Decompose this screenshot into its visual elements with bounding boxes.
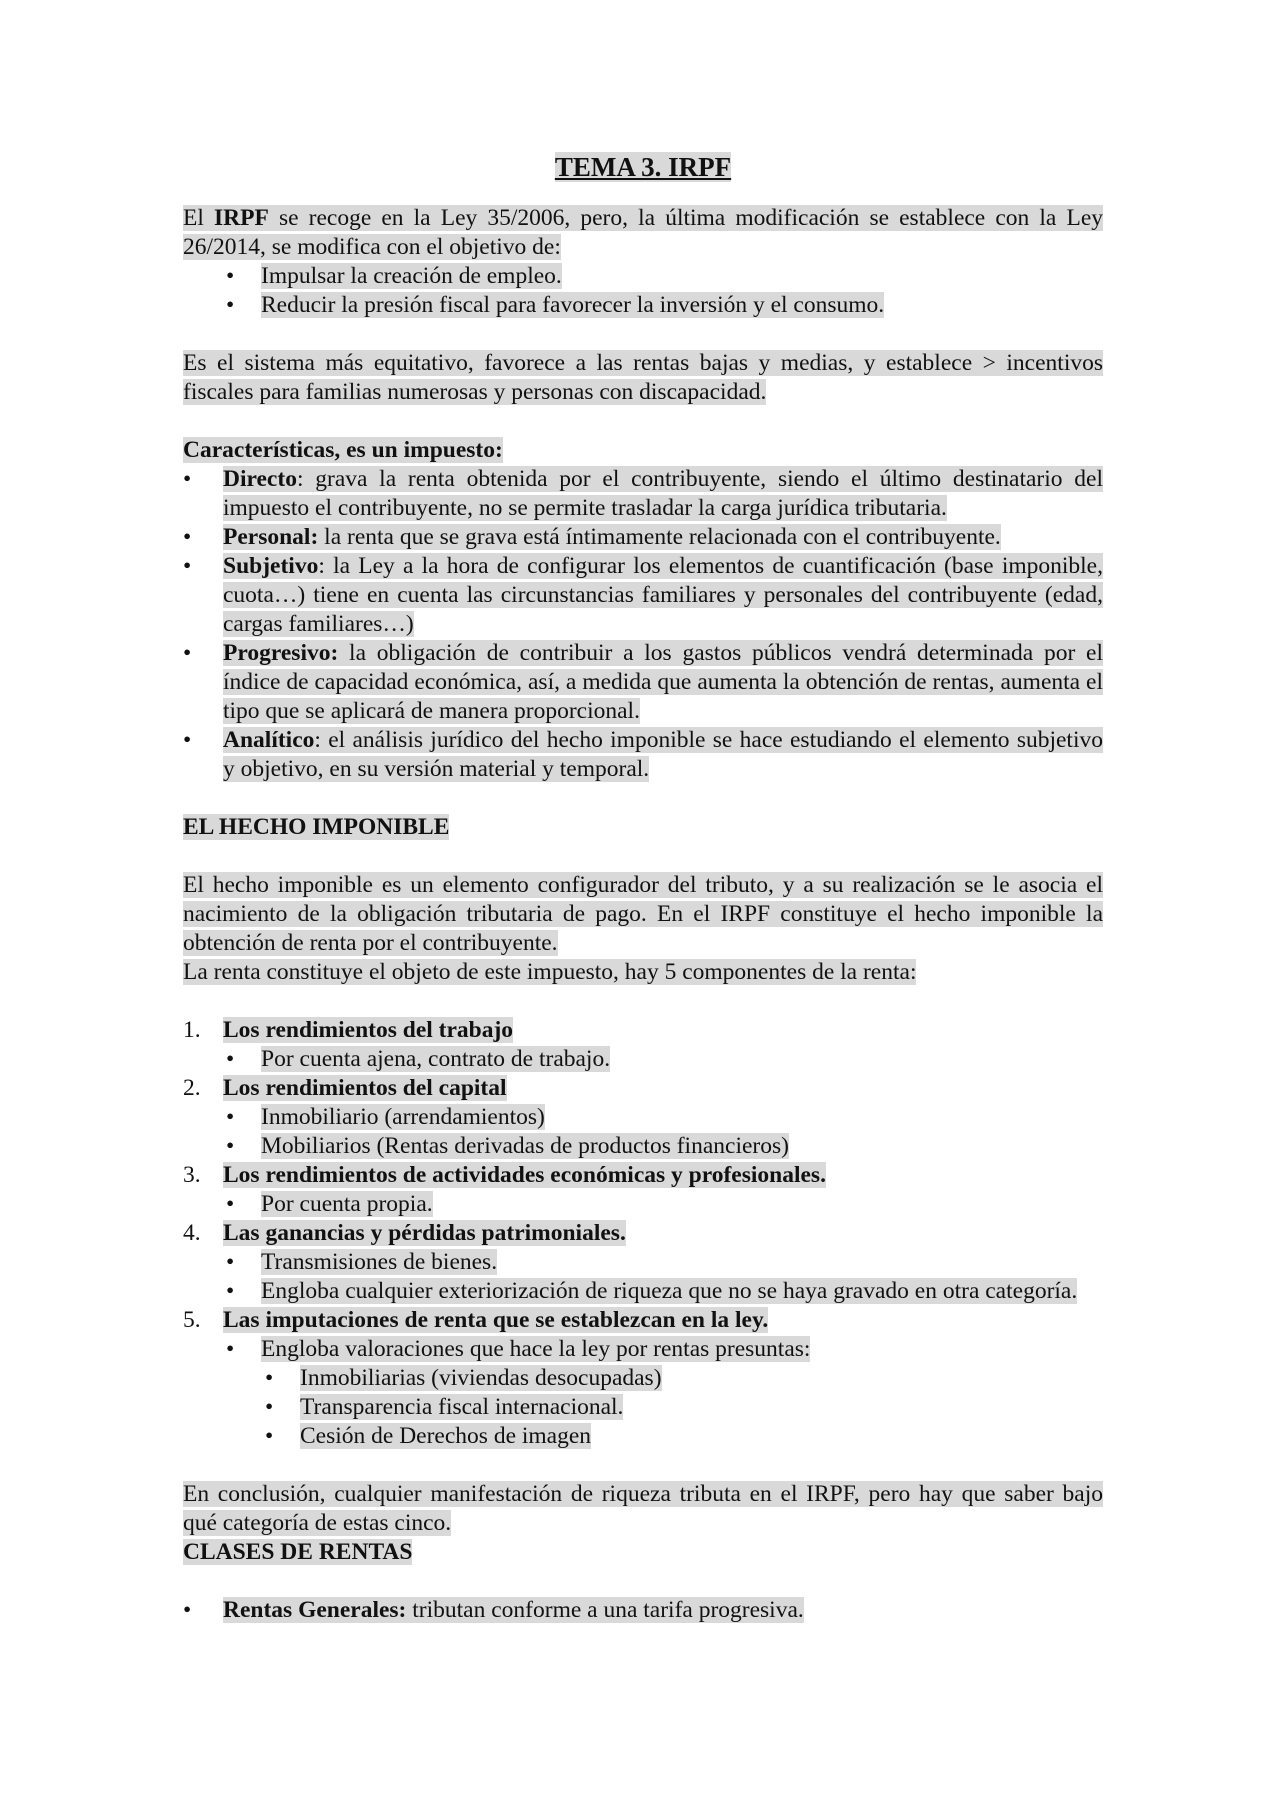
component-sub: • Engloba cualquier exteriorización de riqueza que no se haya gravado en otra categoría. [226,1278,1078,1304]
hecho-lead: La renta constituye el objeto de este impuesto, hay 5 componentes de la renta: [183,959,917,985]
characteristic-item: • Personal: la renta que se grava está íntimamente relacionada con el contribuyente. [183,524,1001,550]
component-subsub: • Inmobiliarias (viviendas desocupadas) [265,1365,662,1391]
component-sub: • Transmisiones de bienes. [226,1249,498,1275]
hecho-paragraph: El hecho imponible es un elemento configurador del tributo, y a su realización se le asocia el nacimiento de la obligación tributaria de pago. En el IRPF constituye el hecho imponible la obtención de renta por el contribuyente. [183,872,1103,956]
intro-bullet: • Impulsar la creación de empleo. [226,263,562,289]
clases-item: • Rentas Generales: tributan conforme a una tarifa progresiva. [183,1597,804,1623]
bullet-marker: • [265,1394,274,1420]
component-sub: • Inmobiliario (arrendamientos) [226,1104,545,1130]
component-sub: • Engloba valoraciones que hace la ley por rentas presuntas: [226,1336,811,1362]
component-subsub: • Transparencia fiscal internacional. [265,1394,624,1420]
bullet-marker: • [226,1104,235,1130]
bullet-marker: • [183,640,192,666]
list-number: 3. [183,1162,201,1188]
component-subsub: • Cesión de Derechos de imagen [265,1423,592,1449]
component-sub: • Por cuenta ajena, contrato de trabajo. [226,1046,611,1072]
list-number: 4. [183,1220,201,1246]
bullet-marker: • [183,727,192,753]
bullet-marker: • [183,524,192,550]
component-item: 4. Las ganancias y pérdidas patrimoniales. [183,1220,626,1246]
characteristic-item: • Directo: grava la renta obtenida por el contribuyente, siendo el último destinatario del impuesto el contribuyente, no se permite trasladar la carga jurídica tributaria. [183,466,1103,521]
bullet-marker: • [226,1336,235,1362]
hecho-heading: EL HECHO IMPONIBLE [183,814,450,840]
intro-paragraph: El IRPF se recoge en la Ley 35/2006, pero, la última modificación se establece con la Ley 26/2014, se modifica con el objetivo de: [183,205,1103,260]
bullet-marker: • [265,1423,274,1449]
list-number: 1. [183,1017,201,1043]
bullet-marker: • [226,292,235,318]
bullet-marker: • [226,1133,235,1159]
bullet-marker: • [226,1278,235,1304]
component-item: 2. Los rendimientos del capital [183,1075,507,1101]
bullet-marker: • [226,1046,235,1072]
equity-paragraph: Es el sistema más equitativo, favorece a las rentas bajas y medias, y establece > incentivos fiscales para familias numerosas y personas con discapacidad. [183,350,1103,405]
component-sub: • Mobiliarios (Rentas derivadas de productos financieros) [226,1133,789,1159]
document-page [183,150,1103,1625]
bullet-marker: • [226,263,235,289]
conclusion-paragraph: En conclusión, cualquier manifestación de riqueza tributa en el IRPF, pero hay que saber bajo qué categoría de estas cinco. [183,1481,1103,1536]
bullet-marker: • [183,1597,192,1623]
component-sub: • Por cuenta propia. [226,1191,433,1217]
characteristic-item: • Progresivo: la obligación de contribuir a los gastos públicos vendrá determinada por el índice de capacidad económica, así, a medida que aumenta la obtención de rentas, aumenta el tipo que se aplicará de manera proporcional. [183,640,1103,724]
bullet-marker: • [226,1249,235,1275]
bullet-marker: • [183,466,192,492]
component-item: 3. Los rendimientos de actividades económicas y profesionales. [183,1162,826,1188]
clases-heading: CLASES DE RENTAS [183,1539,413,1565]
component-item: 1. Los rendimientos del trabajo [183,1017,514,1043]
characteristic-item: • Subjetivo: la Ley a la hora de configurar los elementos de cuantificación (base imponible, cuota…) tiene en cuenta las circunstancias familiares y personales del contribuyente (edad, cargas familiares…) [183,553,1103,637]
bullet-marker: • [183,553,192,579]
bullet-marker: • [265,1365,274,1391]
characteristics-heading: Características, es un impuesto: [183,437,503,463]
component-item: 5. Las imputaciones de renta que se establezcan en la ley. [183,1307,769,1333]
document-title: TEMA 3. IRPF [554,152,732,182]
list-number: 2. [183,1075,201,1101]
list-number: 5. [183,1307,201,1333]
characteristic-item: • Analítico: el análisis jurídico del hecho imponible se hace estudiando el elemento subjetivo y objetivo, en su versión material y temporal. [183,727,1103,782]
bullet-marker: • [226,1191,235,1217]
intro-bullet: • Reducir la presión fiscal para favorecer la inversión y el consumo. [226,292,885,318]
